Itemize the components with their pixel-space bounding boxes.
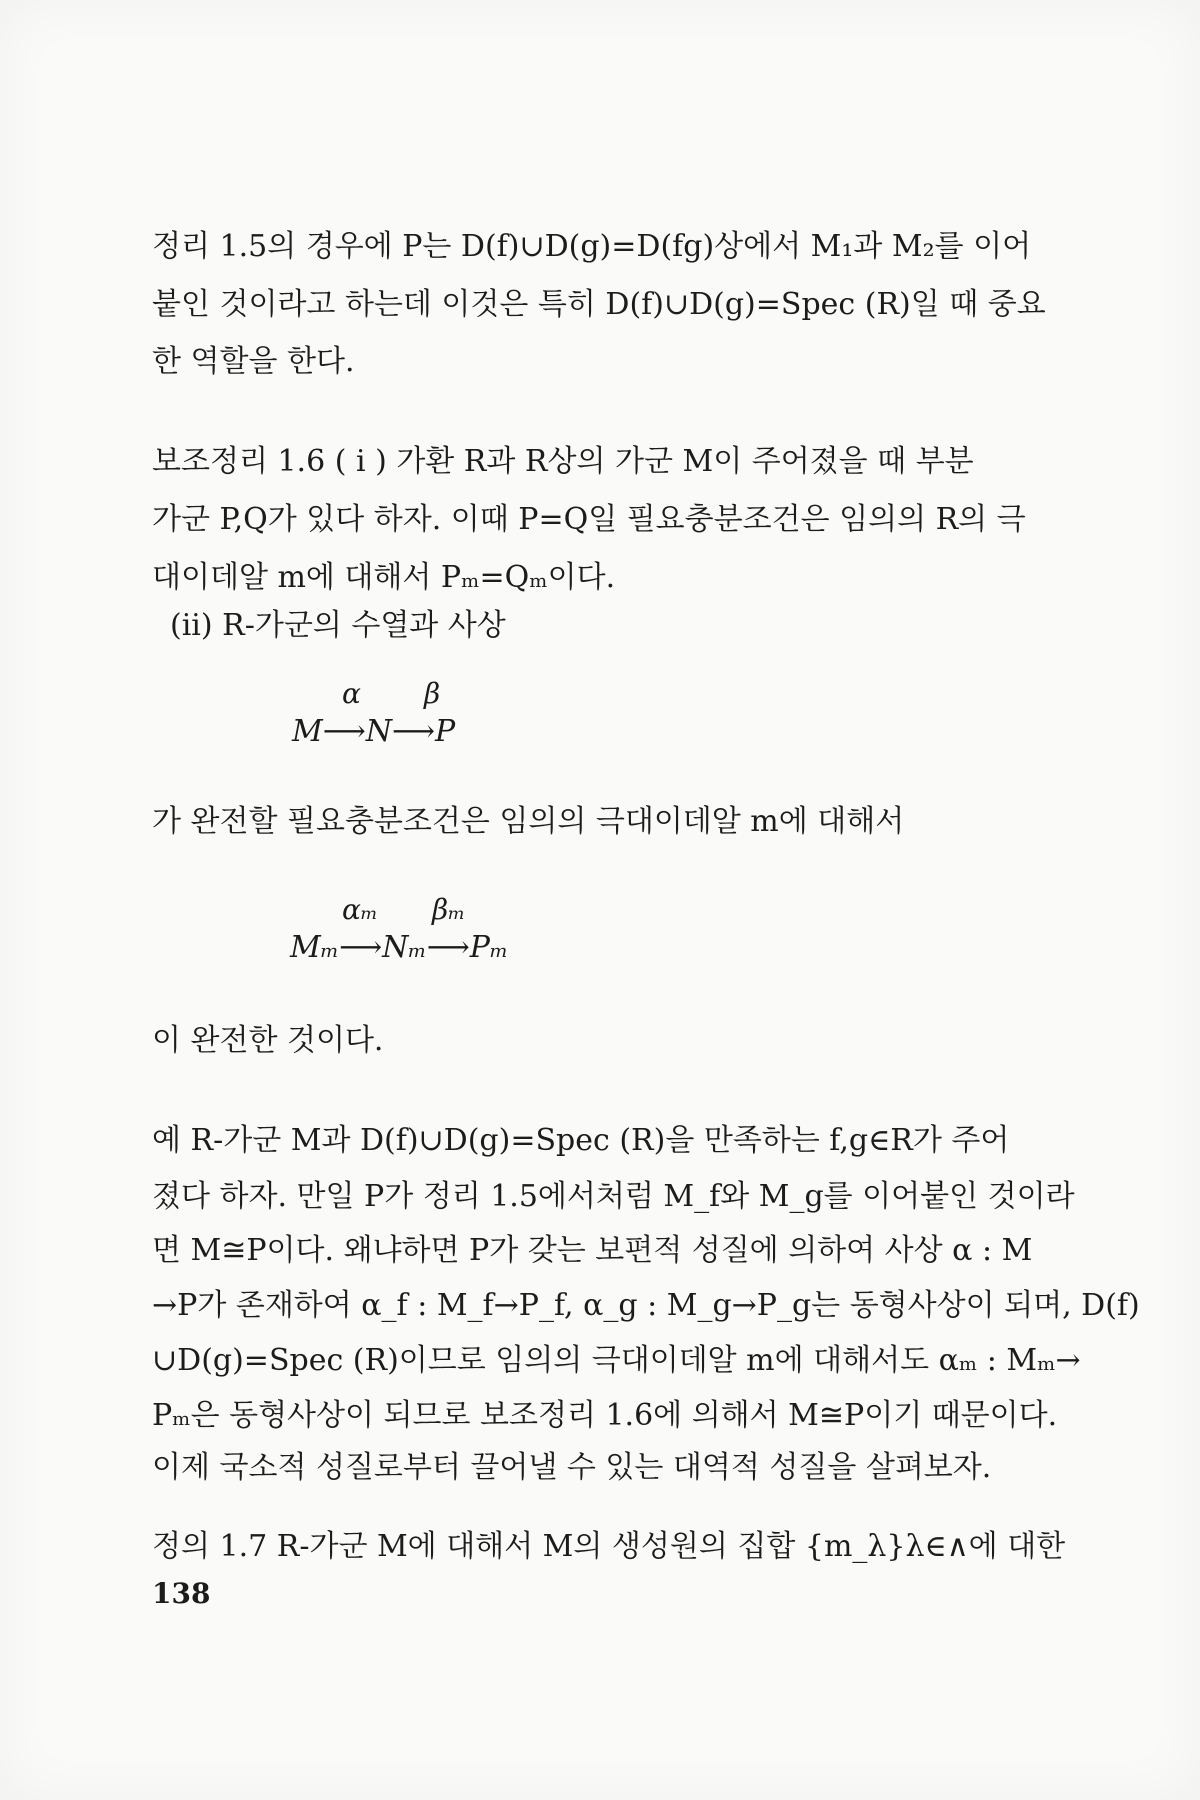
lemma-heading-line: 보조정리 1.6 ( i ) 가환 R과 R상의 가군 M이 주어졌을 때 부분 bbox=[152, 444, 974, 479]
example-line: ∪D(g)=Spec (R)이므로 임의의 극대이데알 m에 대해서도 αₘ : Mₘ→ bbox=[152, 1343, 1081, 1378]
paragraph-line: 가 완전할 필요충분조건은 임의의 극대이데알 m에 대해서 bbox=[152, 804, 905, 839]
example-line: Pₘ은 동형사상이 되므로 보조정리 1.6에 의해서 M≅P이기 때문이다. bbox=[152, 1398, 1058, 1433]
paragraph-line: 이 완전한 것이다. bbox=[152, 1023, 384, 1058]
localized-sequence: Mₘ⟶Nₘ⟶Pₘ bbox=[290, 930, 509, 965]
paragraph-line: 한 역할을 한다. bbox=[152, 344, 355, 379]
diagram-beta-m-label: βₘ bbox=[432, 893, 466, 926]
paragraph-line: 대이데알 m에 대해서 Pₘ=Qₘ이다. bbox=[152, 560, 616, 595]
paragraph-line: 정리 1.5의 경우에 P는 D(f)∪D(g)=D(fg)상에서 M₁과 M₂를 이어 bbox=[152, 229, 1032, 264]
diagram-alpha-m-label: αₘ bbox=[342, 893, 379, 926]
exact-sequence: M⟶N⟶P bbox=[292, 714, 456, 749]
example-line: 이제 국소적 성질로부터 끌어낼 수 있는 대역적 성질을 살펴보자. bbox=[152, 1450, 992, 1485]
diagram-beta-label: β bbox=[424, 677, 441, 710]
example-line: 예 R-가군 M과 D(f)∪D(g)=Spec (R)을 만족하는 f,g∈R가 주어 bbox=[152, 1123, 1010, 1158]
paragraph-line: (ii) R-가군의 수열과 사상 bbox=[170, 608, 506, 643]
paragraph-line: 붙인 것이라고 하는데 이것은 특히 D(f)∪D(g)=Spec (R)일 때 중요 bbox=[152, 287, 1046, 322]
paragraph-line: 가군 P,Q가 있다 하자. 이때 P=Q일 필요충분조건은 임의의 R의 극 bbox=[152, 502, 1026, 537]
example-line: →P가 존재하여 α_f : M_f→P_f, α_g : M_g→P_g는 동형사상이 되며, D(f) bbox=[152, 1288, 1140, 1323]
diagram-alpha-label: α bbox=[342, 677, 361, 710]
page-number: 138 bbox=[152, 1577, 211, 1610]
example-line: 면 M≅P이다. 왜냐하면 P가 갖는 보편적 성질에 의하여 사상 α : M bbox=[152, 1233, 1033, 1268]
definition-heading-line: 정의 1.7 R-가군 M에 대해서 M의 생성원의 집합 {m_λ}λ∈∧에 대한 bbox=[152, 1529, 1066, 1564]
example-line: 졌다 하자. 만일 P가 정리 1.5에서처럼 M_f와 M_g를 이어붙인 것이라 bbox=[152, 1179, 1075, 1214]
